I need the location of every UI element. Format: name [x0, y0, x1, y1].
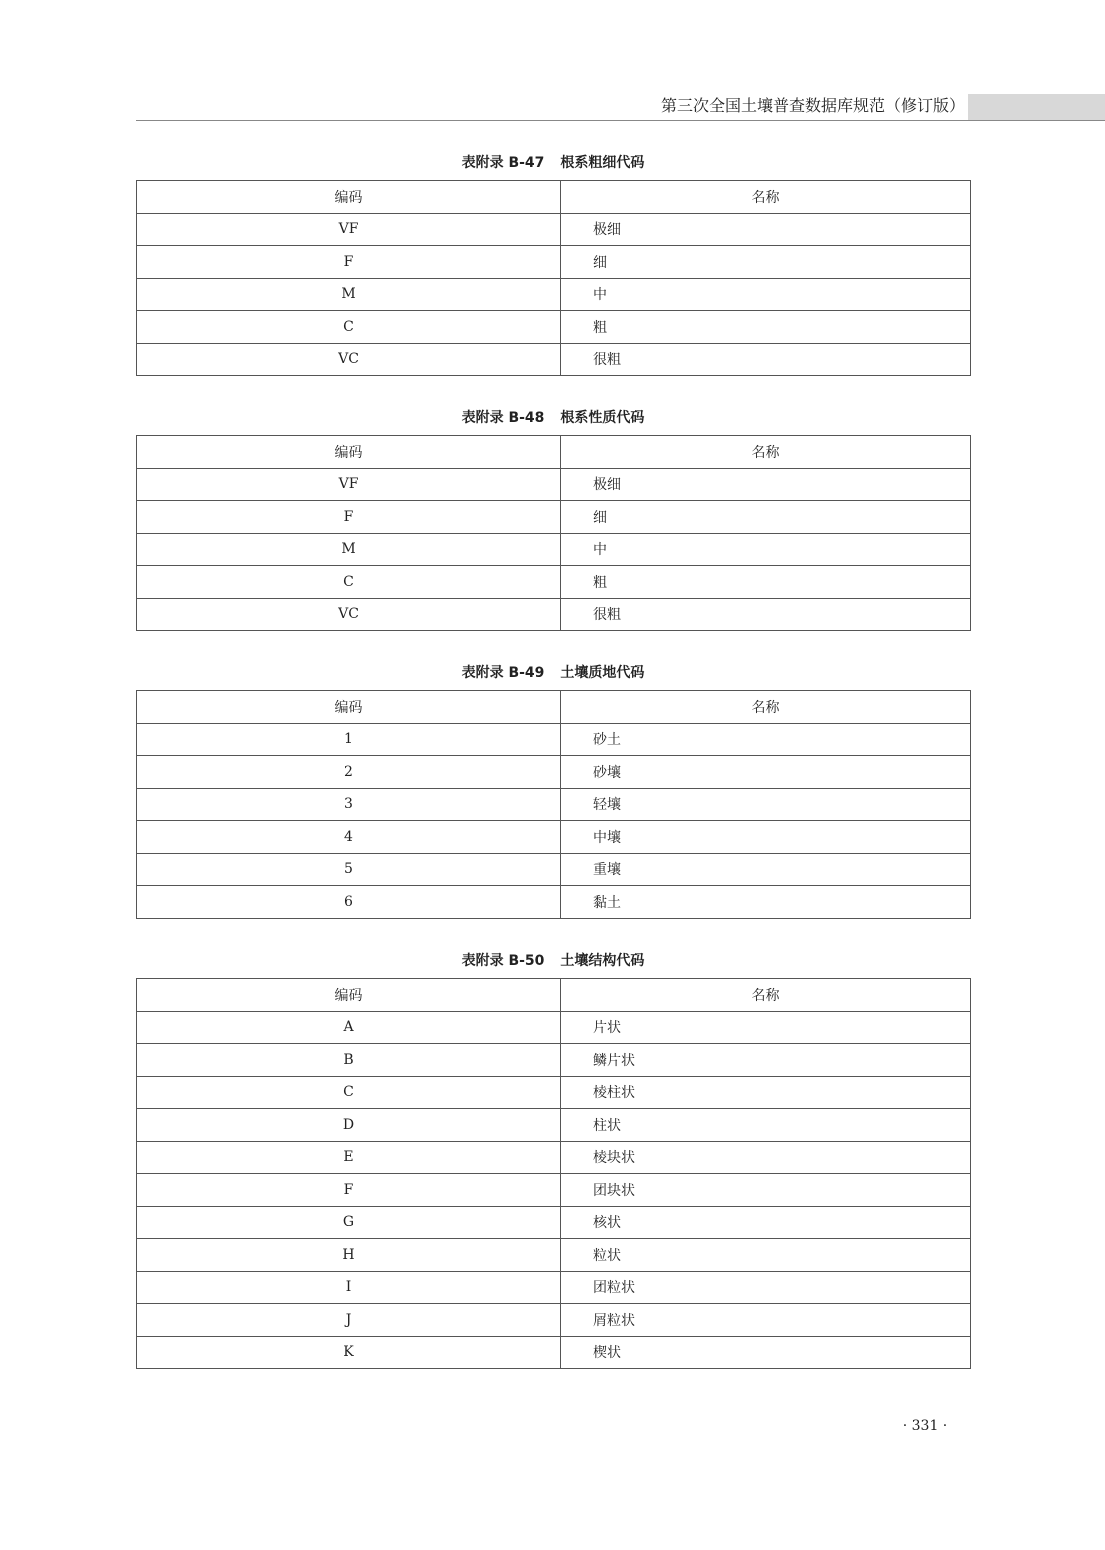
cell-code: 1: [137, 723, 561, 756]
header-tab-decoration: [968, 94, 1105, 120]
cell-code: E: [137, 1141, 561, 1174]
table-number: 表附录 B-49: [461, 665, 545, 681]
table-header-row: [137, 436, 971, 469]
cell-name: 很粗: [561, 343, 971, 376]
cell-code: 4: [137, 821, 561, 854]
cell-code: VC: [137, 343, 561, 376]
cell-code: M: [137, 278, 561, 311]
table-row: [137, 1076, 971, 1109]
column-header-name: 名称: [561, 691, 971, 724]
cell-name: 细: [561, 246, 971, 279]
table-row: [137, 278, 971, 311]
cell-name: 屑粒状: [561, 1304, 971, 1337]
column-header-name: 名称: [561, 181, 971, 214]
cell-code: K: [137, 1336, 561, 1369]
cell-name: 极细: [561, 468, 971, 501]
table-title: 土壤结构代码: [560, 953, 645, 969]
cell-code: D: [137, 1109, 561, 1142]
column-header-name: 名称: [561, 436, 971, 469]
cell-name: 柱状: [561, 1109, 971, 1142]
table-caption-b50: [136, 951, 970, 971]
table-caption-b49: [136, 663, 970, 683]
table-row: [137, 1239, 971, 1272]
cell-name: 很粗: [561, 598, 971, 631]
cell-name: 粗: [561, 311, 971, 344]
table-number: 表附录 B-47: [461, 155, 545, 171]
cell-name: 粗: [561, 566, 971, 599]
table-row: [137, 468, 971, 501]
column-header-code: 编码: [137, 436, 561, 469]
column-header-code: 编码: [137, 691, 561, 724]
table-caption-b48: [136, 408, 970, 428]
cell-code: J: [137, 1304, 561, 1337]
cell-name: 中: [561, 533, 971, 566]
cell-code: VF: [137, 213, 561, 246]
table-row: [137, 246, 971, 279]
cell-name: 黏土: [561, 886, 971, 919]
table-title: 土壤质地代码: [560, 665, 645, 681]
cell-name: 粒状: [561, 1239, 971, 1272]
cell-name: 细: [561, 501, 971, 534]
table-row: [137, 1304, 971, 1337]
cell-code: C: [137, 1076, 561, 1109]
column-header-code: 编码: [137, 979, 561, 1012]
table-row: [137, 1109, 971, 1142]
cell-name: 鳞片状: [561, 1044, 971, 1077]
table-header-row: [137, 181, 971, 214]
table-row: [137, 821, 971, 854]
table-row: [137, 566, 971, 599]
table-b47: [136, 180, 971, 376]
cell-code: 2: [137, 756, 561, 789]
cell-name: 核状: [561, 1206, 971, 1239]
cell-code: VC: [137, 598, 561, 631]
table-row: [137, 853, 971, 886]
running-header-title: 第三次全国土壤普查数据库规范（修订版）: [660, 96, 965, 115]
cell-code: M: [137, 533, 561, 566]
table-number: 表附录 B-50: [461, 953, 545, 969]
table-row: [137, 343, 971, 376]
table-row: [137, 213, 971, 246]
cell-name: 砂壤: [561, 756, 971, 789]
cell-code: H: [137, 1239, 561, 1272]
cell-code: C: [137, 311, 561, 344]
cell-code: I: [137, 1271, 561, 1304]
cell-code: F: [137, 246, 561, 279]
cell-name: 中壤: [561, 821, 971, 854]
table-row: [137, 886, 971, 919]
table-number: 表附录 B-48: [461, 410, 545, 426]
cell-name: 棱块状: [561, 1141, 971, 1174]
cell-name: 片状: [561, 1011, 971, 1044]
table-row: [137, 533, 971, 566]
cell-name: 极细: [561, 213, 971, 246]
cell-name: 团粒状: [561, 1271, 971, 1304]
table-title: 根系性质代码: [560, 410, 645, 426]
table-caption-b47: [136, 153, 970, 173]
table-row: [137, 501, 971, 534]
table-row: [137, 723, 971, 756]
cell-code: B: [137, 1044, 561, 1077]
table-row: [137, 1174, 971, 1207]
cell-code: A: [137, 1011, 561, 1044]
table-row: [137, 311, 971, 344]
table-row: [137, 598, 971, 631]
table-row: [137, 1206, 971, 1239]
cell-code: G: [137, 1206, 561, 1239]
cell-name: 砂土: [561, 723, 971, 756]
cell-name: 中: [561, 278, 971, 311]
page-number: · 331 ·: [902, 1418, 948, 1434]
table-title: 根系粗细代码: [560, 155, 645, 171]
table-row: [137, 756, 971, 789]
cell-name: 楔状: [561, 1336, 971, 1369]
column-header-name: 名称: [561, 979, 971, 1012]
cell-code: F: [137, 1174, 561, 1207]
cell-name: 重壤: [561, 853, 971, 886]
cell-code: 6: [137, 886, 561, 919]
cell-name: 轻壤: [561, 788, 971, 821]
table-b48: [136, 435, 971, 631]
cell-name: 棱柱状: [561, 1076, 971, 1109]
cell-code: C: [137, 566, 561, 599]
cell-code: VF: [137, 468, 561, 501]
table-row: [137, 1044, 971, 1077]
cell-code: 5: [137, 853, 561, 886]
table-row: [137, 1011, 971, 1044]
table-row: [137, 1336, 971, 1369]
table-row: [137, 1271, 971, 1304]
cell-code: F: [137, 501, 561, 534]
table-b49: [136, 690, 971, 919]
cell-name: 团块状: [561, 1174, 971, 1207]
header-rule: [136, 120, 1105, 121]
table-row: [137, 1141, 971, 1174]
table-row: [137, 788, 971, 821]
table-header-row: [137, 979, 971, 1012]
table-b50: [136, 978, 971, 1369]
table-header-row: [137, 691, 971, 724]
column-header-code: 编码: [137, 181, 561, 214]
cell-code: 3: [137, 788, 561, 821]
